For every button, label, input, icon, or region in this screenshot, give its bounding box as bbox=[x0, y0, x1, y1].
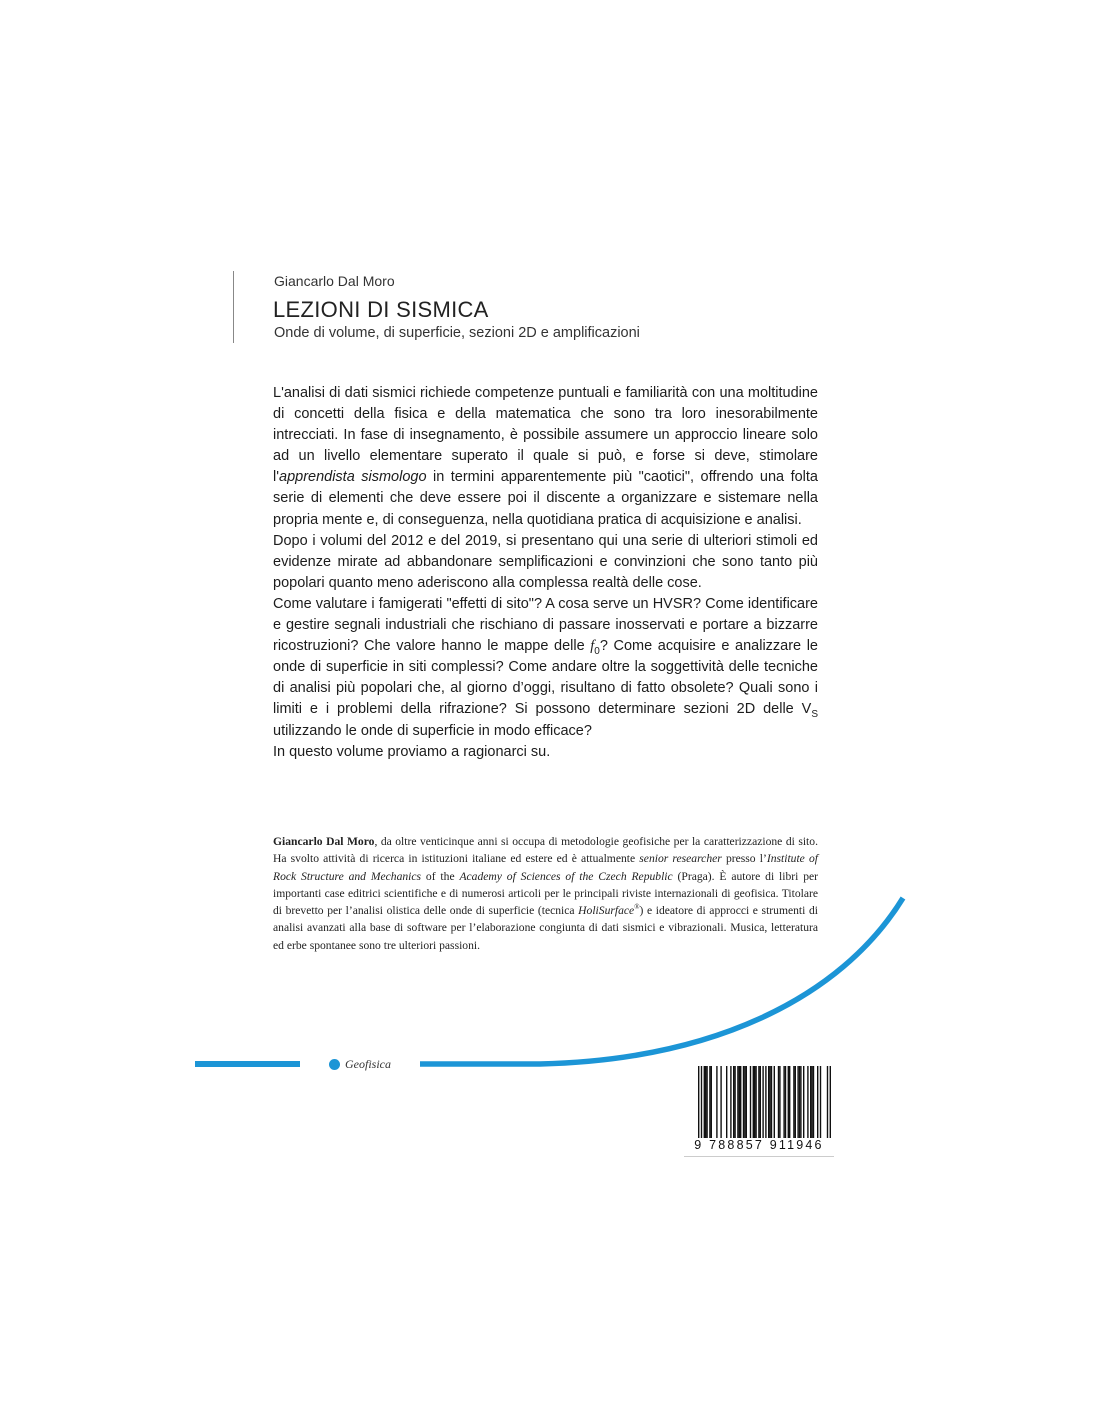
barcode-bar bbox=[799, 1066, 800, 1138]
barcode-bar bbox=[765, 1066, 766, 1138]
barcode-bar bbox=[758, 1066, 759, 1138]
barcode-bar bbox=[709, 1066, 710, 1138]
barcode-bar bbox=[789, 1066, 790, 1138]
barcode-bar bbox=[783, 1066, 784, 1138]
barcode-bar bbox=[813, 1066, 814, 1138]
abstract-paragraph-3: Come valutare i famigerati "effetti di sito"? A cosa serve un HVSR? Come identificare e gestire segnali industriali che rischiano di passare inosservati e portare a bizzarre ricostruzioni? Che valore hanno le mappe delle $f_0$? Come acquisire e analizzare le onde di superficie in siti complessi? Come andare oltre la soggettività delle tecniche di analisi più popolari che, al giorno d’oggi, risultano di fatto obsolete? Quali sono i limiti e i problemi della rifrazione? Si possono determinare sezioni 2D delle $V_S$ utilizzando le onde di superficie in modo efficace? bbox=[273, 595, 818, 739]
barcode-bar bbox=[810, 1066, 811, 1138]
barcode-bar bbox=[753, 1066, 754, 1138]
book-subtitle: Onde di volume, di superficie, sezioni 2D e amplificazioni bbox=[274, 325, 640, 341]
barcode-bar bbox=[771, 1066, 772, 1138]
barcode-bar bbox=[760, 1066, 761, 1138]
barcode-bar bbox=[807, 1066, 808, 1138]
barcode-bar bbox=[743, 1066, 744, 1138]
barcode-bar bbox=[769, 1066, 770, 1138]
barcode-bar bbox=[706, 1066, 707, 1138]
barcode-bar bbox=[827, 1066, 828, 1138]
barcode-bar bbox=[734, 1066, 735, 1138]
series-bar bbox=[195, 1061, 300, 1067]
barcode-bar bbox=[785, 1066, 786, 1138]
barcode-bar bbox=[778, 1066, 779, 1138]
barcode-bar bbox=[705, 1066, 706, 1138]
barcode-bar bbox=[779, 1066, 780, 1138]
barcode-bar bbox=[698, 1066, 699, 1138]
barcode-bar bbox=[754, 1066, 755, 1138]
barcode-bar bbox=[746, 1066, 747, 1138]
barcode-bar bbox=[803, 1066, 804, 1138]
author-bio: Giancarlo Dal Moro, da oltre venticinque anni si occupa di metodologie geofisiche per la caratterizzazione di sito. Ha svolto attività di ricerca in istituzioni italiane ed estere ed è attualmente senior researcher presso l’Institute of Rock Structure and Mechanics of the Academy of Sciences of the Czech Republic (Praga). È autore di libri per importanti case editrici scientifiche e di numerosi articoli per le principali riviste internazionali di geofisica. Titolare di brevetto per l’analisi olistica delle onde di superficie (tecnica HoliSurface®) e ideatore di approcci e strumenti di analisi avanzati alla base di software per l’elaborazione congiunta di dati sismici e vibrazionali. Musica, letteratura ed erbe spontanee sono tre ulteriori passioni. bbox=[273, 835, 818, 952]
barcode-bar bbox=[739, 1066, 740, 1138]
abstract-paragraph-1: L'analisi di dati sismici richiede competenze puntuali e familiarità con una moltitudine di concetti della fisica e della matematica che sono tra loro inesorabilmente intrecciati. In fase di insegnamento, è possibile assumere un approccio lineare solo ad un livello elementare superato il quale si può, e forse si deve, stimolare l'apprendista sismologo in termini apparentemente più "caotici", offrendo una folta serie di elementi che deve essere poi il discente a organizzare e sistemare nella propria mente e, di conseguenza, nella quotidiana pratica di acquisizione e analisi. bbox=[273, 385, 818, 528]
barcode-bar bbox=[762, 1066, 763, 1138]
barcode-bar bbox=[716, 1066, 717, 1138]
abstract-paragraph-2: Dopo i volumi del 2012 e del 2019, si presentano qui una serie di ulteriori stimoli ed evidenze mirate ad abbandonare semplificazioni e convinzioni che sono tanto più popolari quanto meno aderiscono alla complessa realtà delle cose. bbox=[273, 532, 818, 591]
series-dot-icon bbox=[329, 1059, 340, 1070]
barcode-bars bbox=[684, 1064, 834, 1140]
barcode-bar bbox=[744, 1066, 745, 1138]
barcode-bar bbox=[737, 1066, 738, 1138]
barcode-bar bbox=[720, 1066, 721, 1138]
barcode-bar bbox=[711, 1066, 712, 1138]
barcode-bar bbox=[830, 1066, 831, 1138]
barcode-bar bbox=[811, 1066, 812, 1138]
barcode-bar bbox=[750, 1066, 751, 1138]
barcode-bar bbox=[820, 1066, 821, 1138]
abstract-paragraph-4: In questo volume proviamo a ragionarci su. bbox=[273, 743, 551, 760]
barcode-bar bbox=[788, 1066, 789, 1138]
cover-author: Giancarlo Dal Moro bbox=[274, 273, 395, 289]
series-label: Geofisica bbox=[345, 1057, 391, 1071]
barcode-bar bbox=[730, 1066, 731, 1138]
barcode-bar bbox=[726, 1066, 727, 1138]
barcode-bar bbox=[755, 1066, 756, 1138]
barcode-bar bbox=[768, 1066, 769, 1138]
barcode-bar bbox=[733, 1066, 734, 1138]
barcode-bar bbox=[795, 1066, 796, 1138]
bio-author-name: Giancarlo Dal Moro bbox=[273, 835, 375, 848]
barcode-bar bbox=[740, 1066, 741, 1138]
barcode-bar bbox=[817, 1066, 818, 1138]
barcode-bar bbox=[704, 1066, 705, 1138]
barcode-bar bbox=[797, 1066, 798, 1138]
barcode-bar bbox=[774, 1066, 775, 1138]
barcode-bar bbox=[800, 1066, 801, 1138]
barcode-bar bbox=[701, 1066, 702, 1138]
isbn-number: 9 788857 911946 bbox=[694, 1138, 824, 1152]
barcode-bar bbox=[793, 1066, 794, 1138]
book-title: LEZIONI DI SISMICA bbox=[273, 297, 489, 322]
barcode-baseline bbox=[684, 1156, 834, 1157]
isbn-barcode bbox=[684, 1064, 834, 1170]
